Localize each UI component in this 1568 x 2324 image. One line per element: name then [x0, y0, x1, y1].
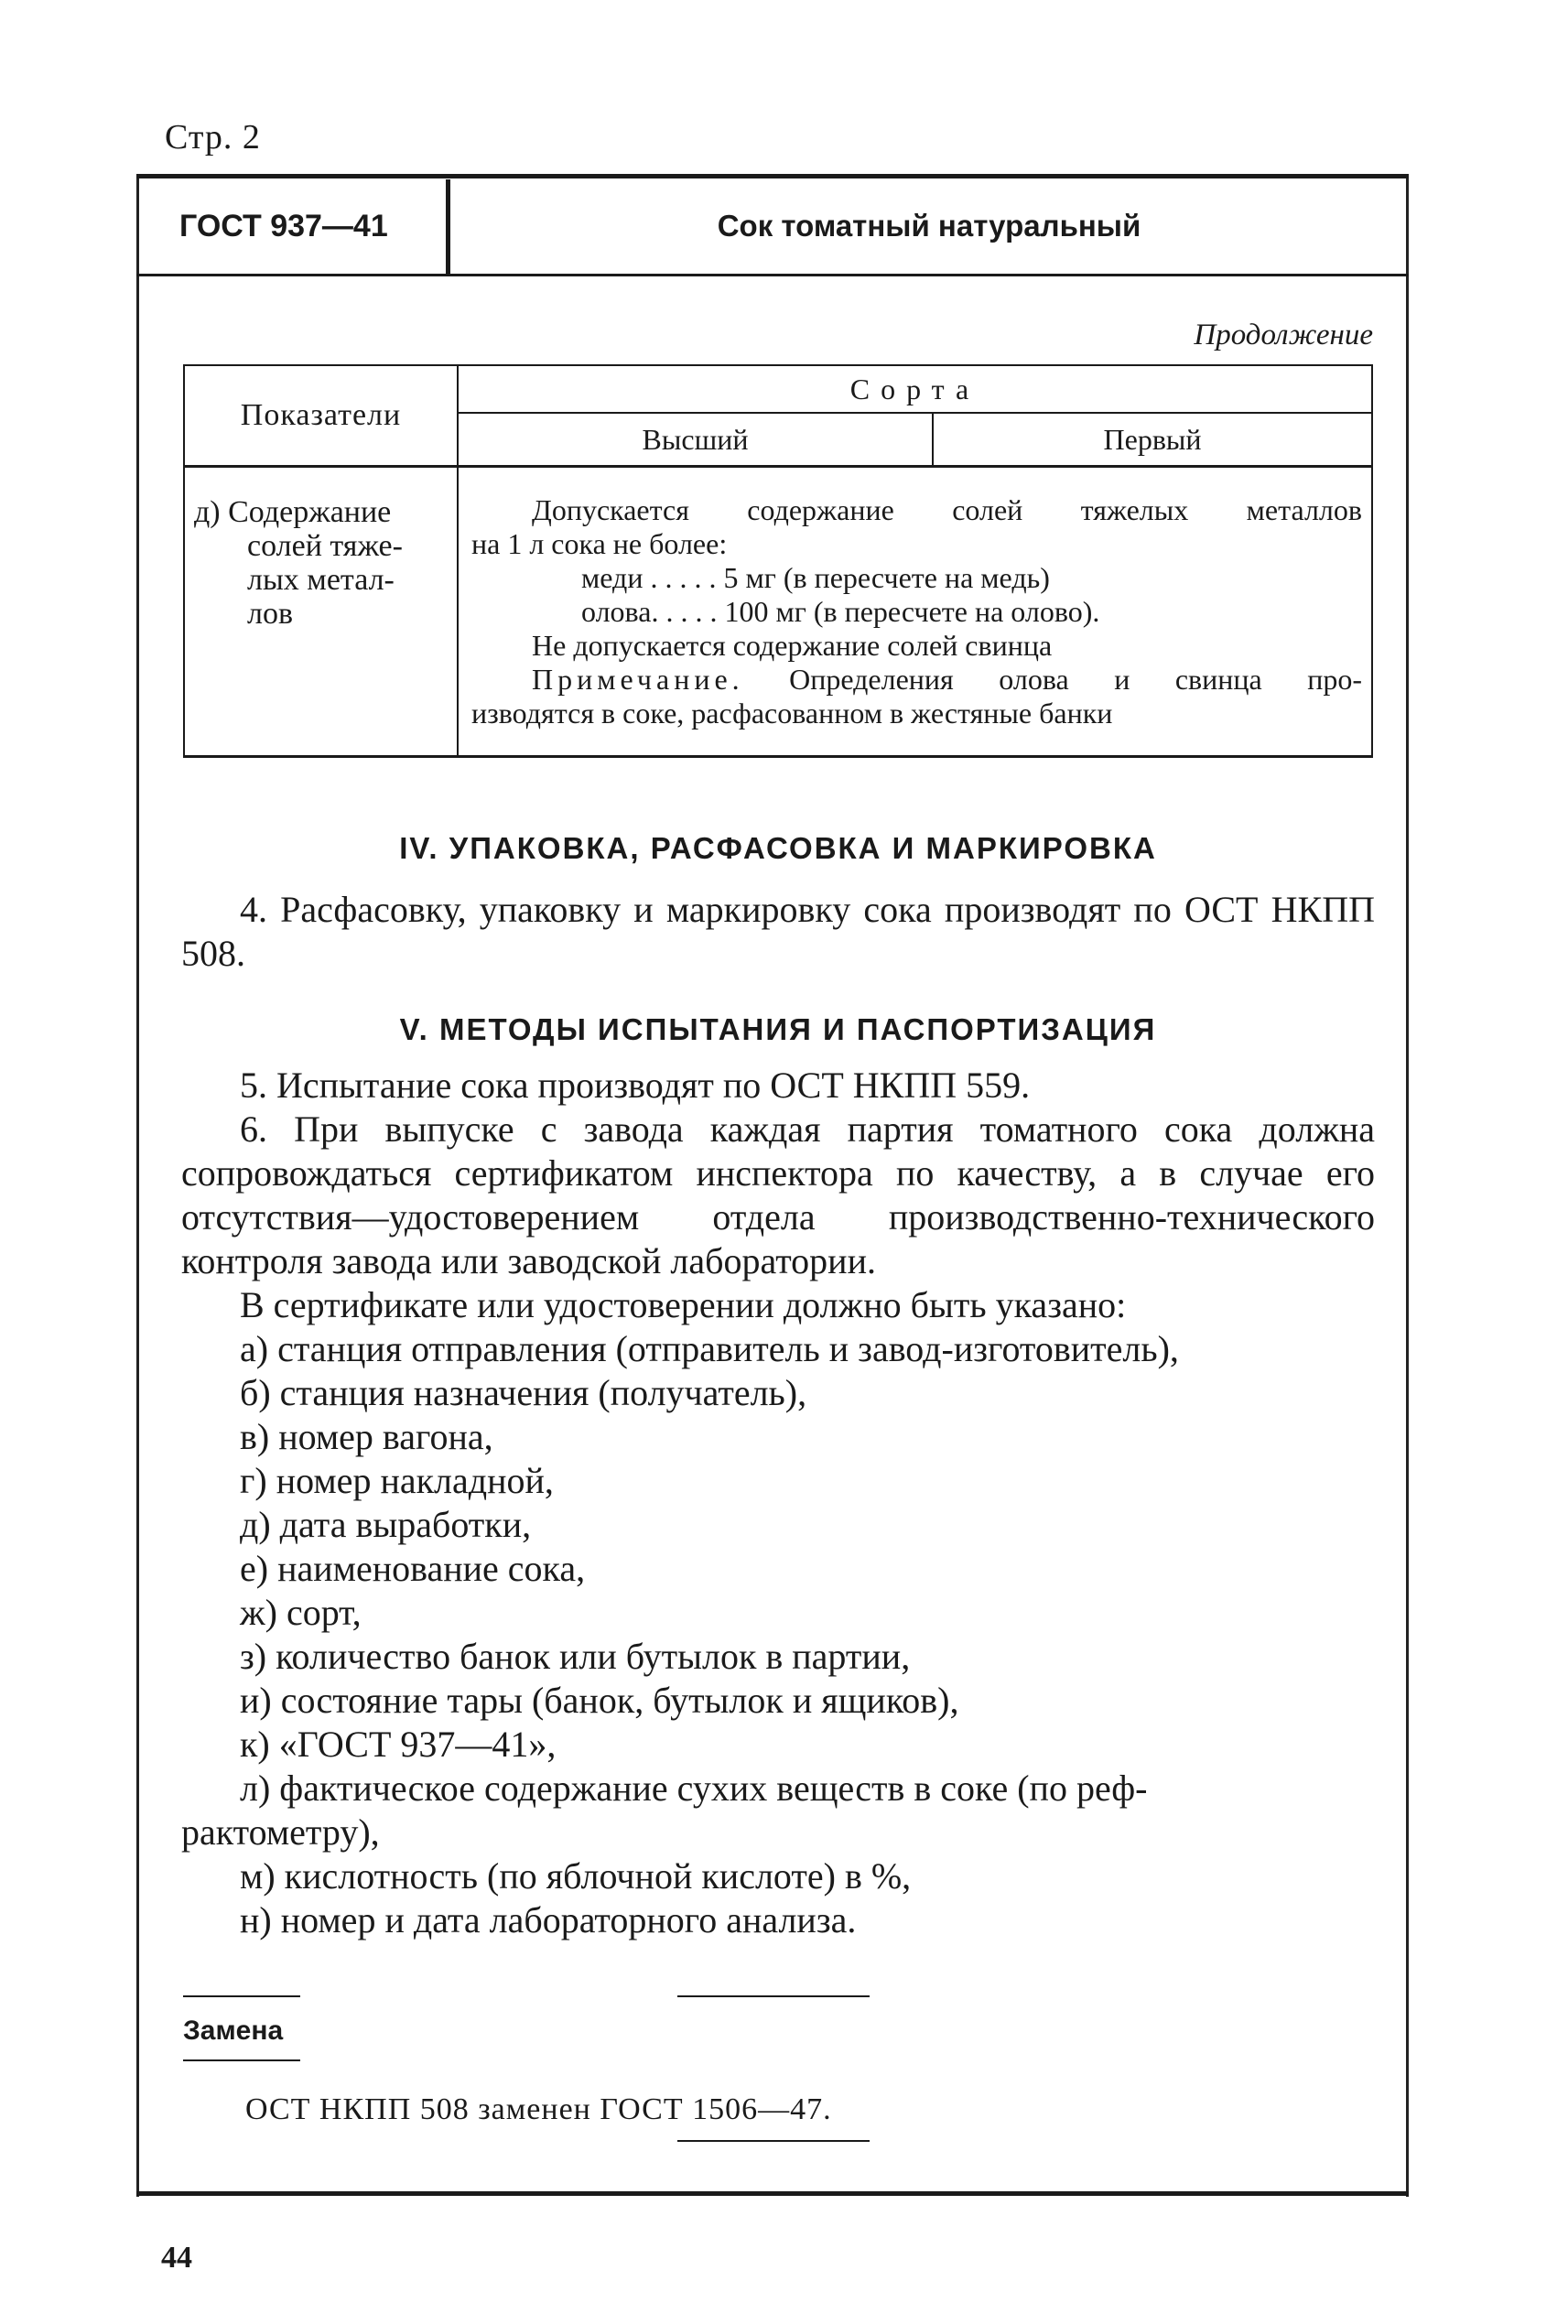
- tin-limit: олова. . . . . 100 мг (в пересчете на олово).: [581, 595, 1100, 628]
- indicator-line: лов: [247, 597, 294, 631]
- footnote-rule: [183, 2059, 300, 2061]
- frame-right-border: [1406, 174, 1409, 2197]
- header-divider: [446, 179, 450, 274]
- list-item: ж) сорт,: [240, 1592, 362, 1633]
- list-item: н) номер и дата лабораторного анализа.: [240, 1899, 857, 1940]
- indicator-line: д) Содержание: [194, 495, 392, 529]
- list-item: м) кислотность (по яблочной кислоте) в %,: [240, 1855, 912, 1897]
- page-bottom-rule: [136, 2191, 1409, 2196]
- paragraph: 4. Расфасовку, упаковку и маркировку сока производят по ОСТ НКПП 508.: [181, 889, 1375, 974]
- list-item: в) номер вагона,: [240, 1416, 493, 1457]
- note-label: Примечание.: [532, 663, 744, 696]
- requirements-table: [183, 364, 1373, 758]
- list-item: и) состояние тары (банок, бутылок и ящиков),: [240, 1680, 959, 1721]
- copper-limit: меди . . . . . 5 мг (в пересчете на медь): [581, 561, 1050, 594]
- section-heading: IV. УПАКОВКА, РАСФАСОВКА И МАРКИРОВКА: [399, 831, 1157, 865]
- header-top-rule: [136, 174, 1409, 178]
- footnote-heading: Замена: [183, 2016, 284, 2046]
- paragraph: 6. При выпуске с завода каждая партия томатного сока должна сопровождаться сертификатом инспектора по качеству, а в случае его отсутствия—удостоверением отдела производственно-технического контроля завода или заводской лаборатории.: [181, 1108, 1375, 1281]
- footnote-text: ОСТ НКПП 508 заменен ГОСТ 1506—47.: [245, 2092, 832, 2126]
- continuation-label: Продолжение: [1194, 319, 1373, 351]
- list-item: к) «ГОСТ 937—41»,: [240, 1724, 557, 1765]
- list-item-continuation: рактометру),: [181, 1811, 380, 1853]
- indicator-cell: [184, 467, 458, 757]
- list-item: д) дата выработки,: [240, 1504, 532, 1545]
- note-text: Определения олова и свинца про-: [743, 663, 1362, 696]
- column-header-top-grade: Высший: [458, 413, 933, 467]
- page-label: Стр. 2: [165, 118, 261, 157]
- content-line: на 1 л сока не более:: [471, 527, 728, 560]
- content-line: Допускается содержание солей тяжелых металлов: [532, 493, 1362, 526]
- footnote-rule: [677, 1995, 870, 1997]
- indicator-line: солей тяже-: [247, 529, 403, 563]
- paragraph: 5. Испытание сока производят по ОСТ НКПП 559.: [240, 1065, 1031, 1106]
- list-item: е) наименование сока,: [240, 1548, 586, 1589]
- list-item: б) станция назначения (получатель),: [240, 1372, 807, 1413]
- column-header-grades: Сорта: [458, 365, 1372, 413]
- column-header-indicators: Показатели: [184, 365, 458, 467]
- paragraph: В сертификате или удостоверении должно быть указано:: [240, 1284, 1127, 1325]
- table-row: [184, 467, 1372, 757]
- footnote-rule: [677, 2140, 870, 2142]
- list-item: з) количество банок или бутылок в партии,: [240, 1636, 911, 1677]
- frame-left-border: [136, 174, 139, 2197]
- document-title: Сок томатный натуральный: [717, 209, 1141, 243]
- section-body: [181, 1064, 1375, 1942]
- section-body: [181, 888, 1375, 976]
- section-heading: V. МЕТОДЫ ИСПЫТАНИЯ И ПАСПОРТИЗАЦИЯ: [399, 1012, 1157, 1046]
- list-item: л) фактическое содержание сухих веществ в соке (по реф-: [240, 1767, 1148, 1809]
- lead-restriction: Не допускается содержание солей свинца: [532, 629, 1053, 662]
- footnote-rule: [183, 1995, 300, 1997]
- column-header-first-grade: Первый: [933, 413, 1372, 467]
- list-item: а) станция отправления (отправитель и завод-изготовитель),: [240, 1328, 1179, 1369]
- note-line: [471, 663, 1362, 697]
- list-item: г) номер накладной,: [240, 1460, 554, 1501]
- header-bottom-rule: [136, 274, 1409, 276]
- page-number: 44: [161, 2241, 192, 2275]
- standard-code: ГОСТ 937—41: [179, 209, 388, 243]
- requirement-cell: [458, 467, 1372, 757]
- indicator-line: лых метал-: [247, 563, 395, 597]
- note-line: изводятся в соке, расфасованном в жестяные банки: [471, 697, 1113, 730]
